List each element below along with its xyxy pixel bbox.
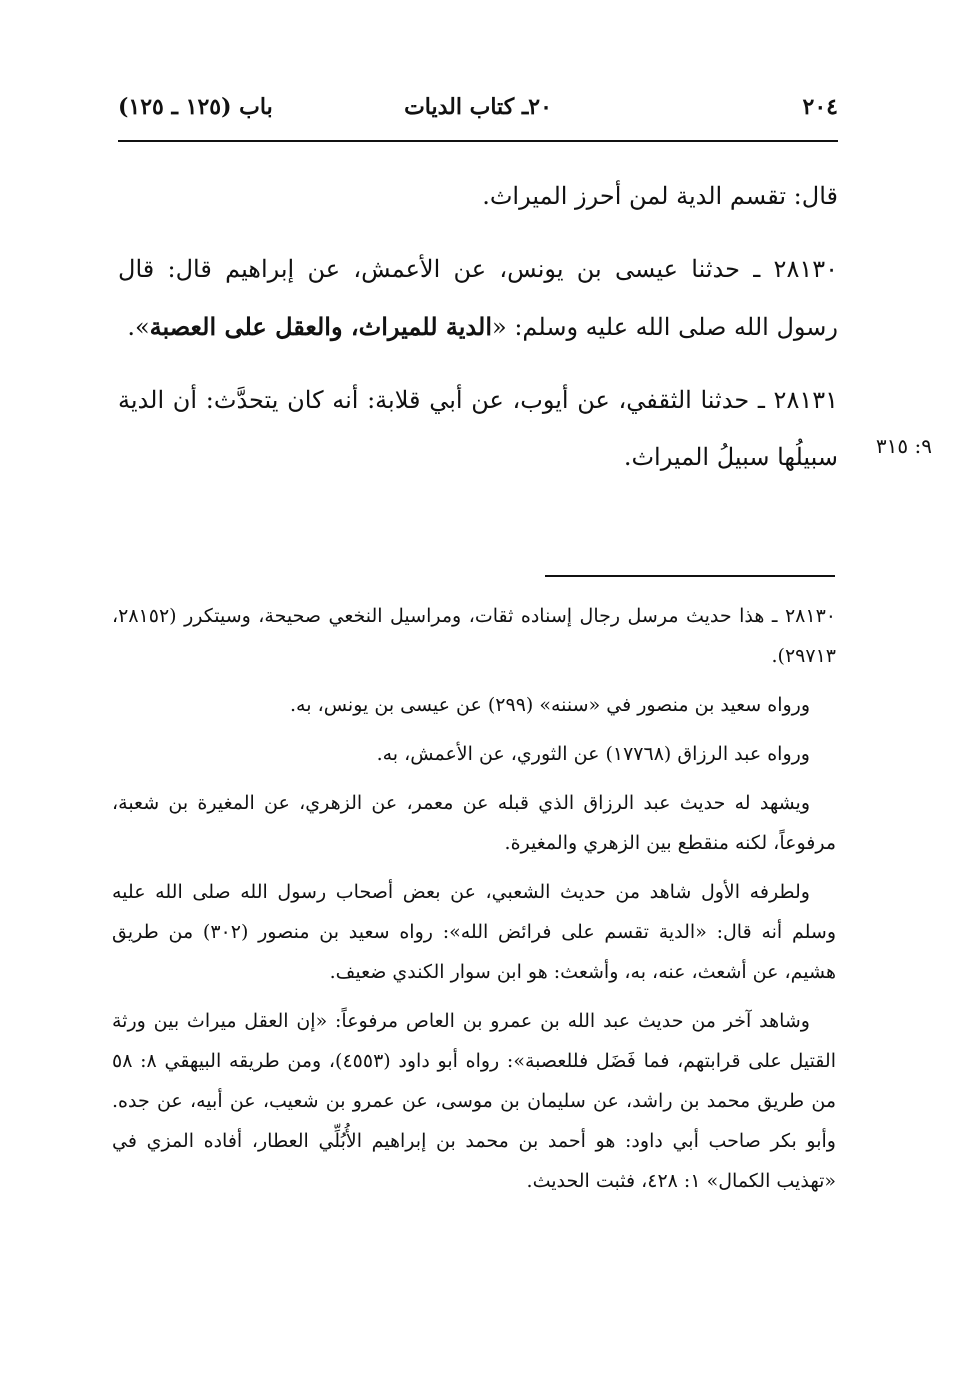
footnote-paragraph: ٢٨١٣٠ ـ هذا حديث مرسل رجال إسناده ثقات، ومراسيل النخعي صحيحة، وسيتكرر (٢٨١٥٢، ٢٩٧١٣). [112, 605, 836, 667]
hadith-28130-end: ». [127, 313, 150, 341]
footnotes [112, 596, 836, 1210]
hadith-28130-quote: الدية للميراث، والعقل على العصبة [149, 312, 493, 341]
paragraph-intro: قال: تقسم الدية لمن أحرز الميراث. [482, 182, 838, 210]
book-title: ٢٠ـ كتاب الديات [404, 94, 552, 120]
page-number: ٢٠٤ [802, 94, 838, 120]
chapter-range: باب (١٢٥ ـ ١٢٥) [118, 94, 273, 120]
footnote-paragraph: ويشهد له حديث عبد الرزاق الذي قبله عن معمر، عن الزهري، عن المغيرة بن شعبة، مرفوعاً، لكنه منقطع بين الزهري والمغيرة. [112, 792, 836, 854]
footnote-paragraph: ولطرفه الأول شاهد من حديث الشعبي، عن بعض أصحاب رسول الله صلى الله عليه وسلم أنه قال: «الدية تقسم على فرائض الله»: رواه سعيد بن منصور (٣٠٢) من طريق هشيم، عن أشعث، عنه، به، وأشعث: هو ابن سوار الكندي ضعيف. [112, 881, 836, 983]
main-text [118, 168, 838, 502]
footnote-paragraph: ورواه سعيد بن منصور في «سننه» (٢٩٩) عن عيسى بن يونس، به. [290, 694, 810, 716]
running-header [118, 88, 838, 132]
footnote-paragraph: ورواه عبد الرزاق (١٧٧٦٨) عن الثوري، عن الأعمش، به. [376, 743, 810, 765]
hadith-28130-intro: ٢٨١٣٠ ـ حدثنا عيسى بن يونس، عن الأعمش، عن إبراهيم قال: قال رسول الله صلى الله عليه وسلم: « [118, 255, 838, 341]
hadith-28131: ٢٨١٣١ ـ حدثنا الثقفي، عن أيوب، عن أبي قلابة: أنه كان يتحدَّث: أن الدية سبيلُها سبيلُ الميراث. [118, 386, 838, 471]
footnote-rule [545, 575, 835, 577]
header-rule [118, 140, 838, 142]
margin-reference: ٩: ٣١٥ [875, 434, 932, 458]
footnote-paragraph: وشاهد آخر من حديث عبد الله بن عمرو بن العاص مرفوعاً: «إن العقل ميراث بين ورثة القتيل على قرابتهم، فما فَضَل فللعصبة»: رواه أبو داود (٤٥٥٣)، ومن طريقه البيهقي ٨: ٥٨ من طريق محمد بن راشد، عن سليمان بن موسى، عن عمرو بن شعيب، عن أبيه، عن جده. وأبو بكر صاحب أبي داود: هو أحمد بن محمد بن إبراهيم الأُبُلِّي العطار، أفاده المزي في «تهذيب الكمال» ١: ٤٢٨، فثبت الحديث. [112, 1010, 836, 1192]
hadith-28130 [118, 241, 838, 356]
